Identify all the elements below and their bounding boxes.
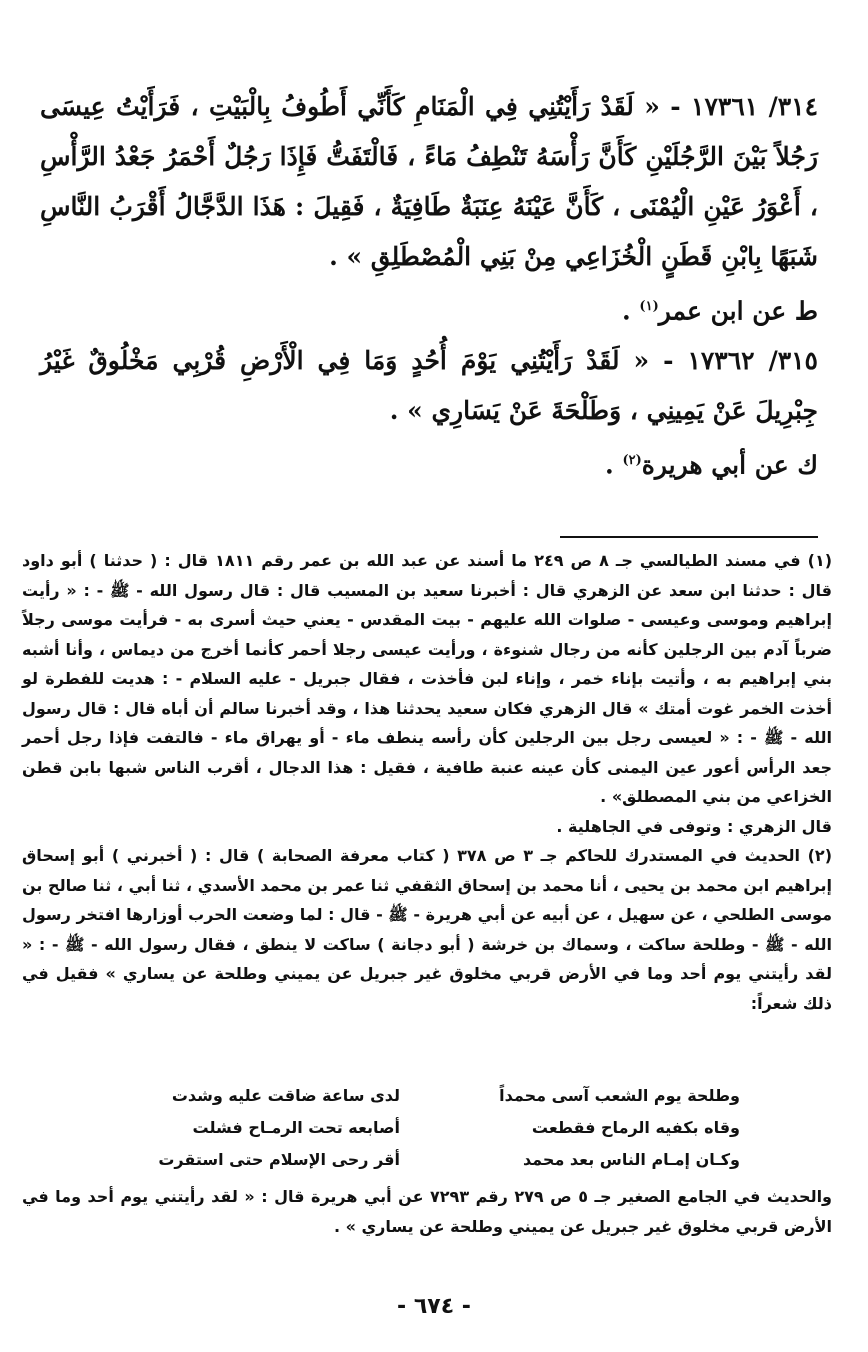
hadith-block	[40, 82, 818, 491]
poem-line	[120, 1112, 740, 1144]
hadith-315-source-text: ك عن أبي هريرة	[641, 450, 818, 480]
hadith-315-source	[40, 436, 818, 490]
poem-hemistich: وقاه بكفيه الرماح فقطعت	[531, 1118, 740, 1137]
hadith-314-text: ٣١٤/ ١٧٣٦١ - « لَقَدْ رَأَيْتُنِي فِي الْمَنَامِ كَأَنِّي أَطُوفُ بِالْبَيْتِ ، فَرَأَيْتُ عِيسَى رَجُلاً بَيْنَ الرَّجُلَيْنِ كَأَنَّ رَأْسَهُ تَنْطِفُ مَاءً ، فَالْتَفَتُّ فَإِذَا رَجُلٌ أَحْمَرُ جَعْدُ الرَّأْسِ ، أَعْوَرُ عَيْنِ الْيُمْنَى ، كَأَنَّ عَيْنَهُ عِنَبَةٌ طَافِيَةٌ ، فَقِيلَ : هَذَا الدَّجَّالُ أَقْرَبُ النَّاسِ شَبَهًا بِابْنِ قَطَنٍ الْخُزَاعِي مِنْ بَنِي الْمُصْطَلِقِ » .	[40, 92, 819, 271]
footnote-ref-1: (١)	[639, 299, 659, 314]
poem-hemistich: وطلحة يوم الشعب آسى محمداً	[499, 1086, 740, 1105]
hadith-315-source-end: .	[605, 450, 623, 480]
footnote-1-end: قال الزهري : وتوفى في الجاهلية .	[556, 816, 832, 836]
footnote-2: (٢) الحديث في المستدرك للحاكم جـ ٣ ص ٣٧٨ ( كتاب معرفة الصحابة ) قال : ( أخبرني ) أبو إسحاق إبراهيم ابن محمد بن يحيى ، أنا محمد بن إسحاق الثقفي ثنا عمر بن محمد الأسدي ، ثنا أبي ، ثنا صالح بن موسى الطلحي ، عن سهيل ، عن أبيه عن أبي هريرة - ﷺ - قال : لما وضعت الحرب أوزارها افتخر رسول الله - ﷺ - وطلحة ساكت ، وسماك بن خرشة ( أبو دجانة ) ساكت لا ينطق ، فقال رسول الله - ﷺ - : « لقد رأيتني يوم أحد وما في الأرض قربي مخلوق غير جبريل عن يميني وطلحة عن يساري » فقيل في ذلك شعراً:	[22, 846, 832, 1013]
poem-hemistich: أقر رحى الإسلام حتى استقرت	[158, 1150, 400, 1169]
poem	[120, 1080, 740, 1176]
poem-hemistich: وكـان إمـام الناس بعد محمد	[522, 1150, 740, 1169]
footnote-1: (١) في مسند الطيالسي جـ ٨ ص ٢٤٩ ما أسند عن عبد الله بن عمر رقم ١٨١١ قال : ( حدثنا ) أبو داود قال : حدثنا ابن سعد عن الزهري قال : أخبرنا سعيد بن المسيب قال : قال رسول الله - ﷺ - : « رأيت إبراهيم وموسى وعيسى - صلوات الله عليهم - بيت المقدس - يعني حيث أسرى به - فرأيت موسى رجلاً ضرباً آدم بين الرجلين كأنه من رجال شنوءة ، ورأيت عيسى رجلا أحمر كأنما أخرج من ديماس ، وأنا أشبه بني إبراهيم به ، وأتيت بإناء خمر ، وإناء لبن فأخذت ، فقال جبريل - عليه السلام - : هديت للفطرة لو أخذت الخمر غوت أمتك » قال الزهري فكان سعيد يحدثنا هذا ، وقد أخبرنا سالم أن أباه قال : قال رسول الله - ﷺ - : « لعيسى رجل بين الرجلين كأن رأسه ينطف ماء - أو يهراق ماء - فالتفت فإذا رجل أحمر جعد الرأس أعور عين اليمنى كأن عينه عنبة طافية ، فقيل : هذا الدجال ، أقرب الناس شبها بابن قطن الخزاعي من بني المصطلق» .	[22, 551, 833, 806]
hadith-314-source-text: ط عن ابن عمر	[658, 296, 818, 326]
poem-line	[120, 1080, 740, 1112]
footnote-divider	[560, 536, 818, 538]
hadith-314-source	[40, 282, 818, 336]
hadith-315-text: ٣١٥/ ١٧٣٦٢ - « لَقَدْ رَأَيْتُنِي يَوْمَ أُحُدٍ وَمَا فِي الْأَرْضِ قُرْبِي مَخْلُوقٌ غَيْرُ جِبْرِيلَ عَنْ يَمِينِي ، وَطَلْحَةَ عَنْ يَسَارِي » .	[40, 346, 818, 426]
page-number: - ٦٧٤ -	[397, 1294, 471, 1319]
footnote-ref-2: (٢)	[622, 453, 642, 469]
poem-line	[120, 1144, 740, 1176]
poem-hemistich: أصابعه تحت الرمـاح فشلت	[192, 1118, 400, 1137]
hadith-314-source-end: .	[622, 296, 640, 326]
poem-hemistich: لدى ساعة ضاقت عليه وشدت	[171, 1086, 400, 1105]
footnote-3: والحديث في الجامع الصغير جـ ٥ ص ٢٧٩ رقم ٧٢٩٣ عن أبي هريرة قال : « لقد رأيتني يوم أحد وما في الأرض قربي مخلوق غير جبريل عن يميني وطلحة عن يساري » .	[22, 1187, 833, 1236]
footnotes	[22, 546, 832, 1018]
